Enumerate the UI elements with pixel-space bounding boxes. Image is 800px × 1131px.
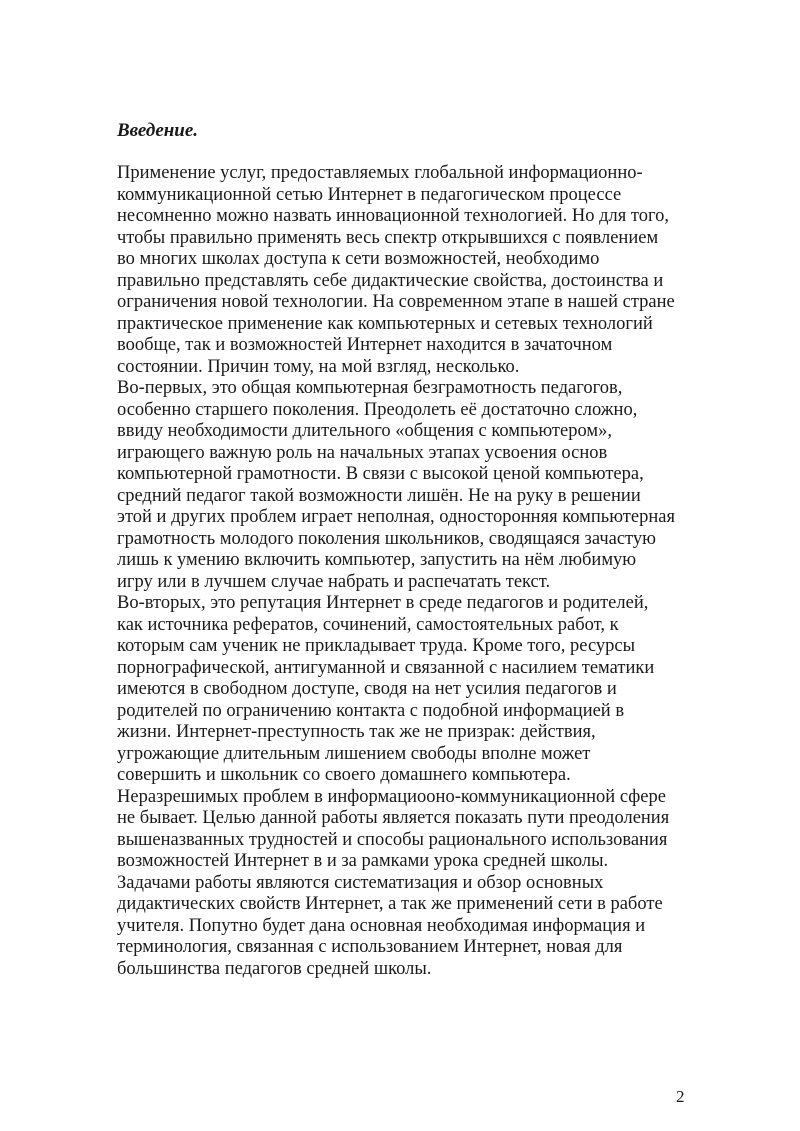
text-line: чтобы правильно применять весь спектр открывшихся с появлением	[117, 227, 659, 248]
text-line: родителей по ограничению контакта с подобной информацией в	[117, 700, 625, 721]
text-line: состоянии. Причин тому, на мой взгляд, несколько.	[117, 356, 520, 377]
body-text	[117, 163, 717, 980]
text-line: угрожающие длительным лишением свободы вполне может	[117, 743, 591, 764]
text-line: ограничения новой технологии. На современном этапе в нашей стране	[117, 292, 675, 312]
text-line: большинства педагогов средней школы.	[117, 958, 432, 979]
text-line: Во-вторых, это репутация Интернет в среде педагогов и родителей,	[117, 593, 649, 613]
text-line: средний педагог такой возможности лишён. Не на руку в решении	[117, 485, 641, 506]
text-line: возможностей Интернет в и за рамками урока средней школы.	[117, 851, 609, 871]
section-heading: Введение.	[117, 120, 199, 141]
text-line: совершить и школьник со своего домашнего компьютера.	[117, 765, 571, 785]
text-line: практическое применение как компьютерных и сетевых технологий	[117, 313, 653, 334]
text-line: Применение услуг, предоставляемых глобальной информационно-	[117, 163, 643, 183]
text-line: порнографической, антигуманной и связанной с насилием тематики	[117, 657, 655, 678]
text-line: грамотность молодого поколения школьников, сводящаяся зачастую	[117, 528, 656, 549]
text-line: особенно старшего поколения. Преодолеть её достаточно сложно,	[117, 399, 638, 420]
text-line: правильно представлять себе дидактические свойства, достоинства и	[117, 270, 664, 291]
text-line: вышеназванных трудностей и способы рационального использования	[117, 829, 668, 850]
text-line: во многих школах доступа к сети возможностей, необходимо	[117, 249, 600, 269]
text-line: Неразрешимых проблем в информациооно-коммуникационной сфере	[117, 786, 666, 807]
text-line: которым сам ученик не прикладывает труда. Кроме того, ресурсы	[117, 636, 636, 656]
text-line: играющего важную роль на начальных этапах усвоения основ	[117, 442, 608, 463]
text-line: не бывает. Целью данной работы является показать пути преодоления	[117, 808, 670, 828]
text-line: вообще, так и возможностей Интернет находится в зачаточном	[117, 335, 613, 355]
text-line: Во-первых, это общая компьютерная безграмотность педагогов,	[117, 378, 623, 398]
text-line: лишь к умению включить компьютер, запустить на нём любимую	[117, 550, 637, 570]
text-line: игру или в лучшем случае набрать и распечатать текст.	[117, 571, 551, 592]
text-line: коммуникационной сетью Интернет в педагогическом процессе	[117, 184, 622, 205]
text-line: Задачами работы являются систематизация и обзор основных	[117, 872, 604, 893]
text-line: несомненно можно назвать инновационной технологией. Но для того,	[117, 206, 669, 226]
text-line: учителя. Попутно будет дана основная необходимая информация и	[117, 915, 646, 936]
text-line: терминология, связанная с использованием Интернет, новая для	[117, 937, 623, 957]
text-line: дидактических свойств Интернет, а так же применений сети в работе	[117, 894, 663, 914]
text-line: ввиду необходимости длительного «общения с компьютером»,	[117, 421, 612, 441]
text-line: компьютерной грамотности. В связи с высокой ценой компьютера,	[117, 464, 644, 484]
text-line: как источника рефератов, сочинений, самостоятельных работ, к	[117, 614, 619, 635]
text-line: имеются в свободном доступе, сводя на нет усилия педагогов и	[117, 679, 617, 699]
text-line: жизни. Интернет-преступность так же не призрак: действия,	[117, 722, 596, 742]
page-number: 2	[676, 1087, 685, 1106]
text-line: этой и других проблем играет неполная, односторонняя компьютерная	[117, 507, 675, 527]
